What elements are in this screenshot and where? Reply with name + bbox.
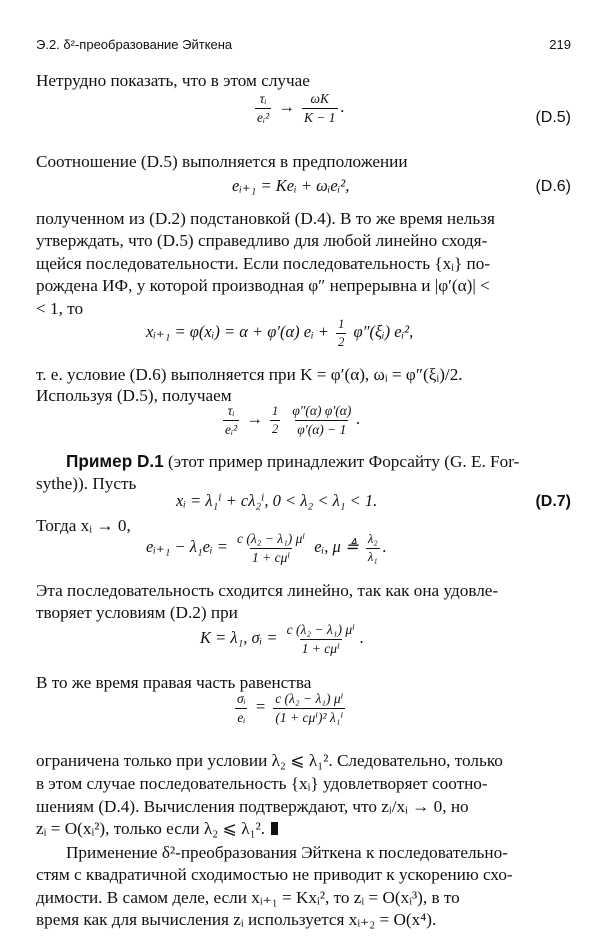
fraction: $\frac{\text{c (λ₂ − λ₁) μⁱ}}{\text{(1 + cμⁱ)² λ₁ⁱ}}$	[275, 691, 344, 725]
equation-k-sigma: K = λ₁, σᵢ = $\frac{\text{c (λ₂ − λ₁) μⁱ}}{\text{1 + cμⁱ}}$ .	[200, 622, 364, 656]
equation-d7: xᵢ = λ₁ⁱ + cλ₂ⁱ, 0 < λ₂ < λ₁ < 1.	[176, 491, 378, 510]
equation-phi-expansion: xᵢ₊₁ = φ(xᵢ) = α + φ′(α) eᵢ + $\frac{1}{2}$ φ″(ξᵢ) eᵢ²,	[146, 317, 414, 349]
text-line: Используя (D.5), получаем	[36, 386, 232, 405]
equation-error-recursion: eᵢ₊₁ − λ₁eᵢ = $\frac{\text{c (λ₂ − λ₁) μⁱ}}{\text{1 + cμⁱ}}$ eᵢ, μ ≜ $\frac{\text{λ₂}}{\text{λ₁}}$ .	[146, 531, 387, 565]
text-line: т. е. условие (D.6) выполняется при K = φ′(α), ωᵢ = φ″(ξᵢ)/2.	[36, 365, 463, 384]
running-header-section: Э.2. δ²-преобразование Эйткена	[36, 37, 233, 52]
text-line: Эта последовательность сходится линейно, так как она удовле-	[36, 581, 499, 600]
text-line: Соотношение (D.5) выполняется в предположении	[36, 152, 408, 171]
text-line: шениям (D.4). Вычисления подтверждают, что zᵢ/xᵢ → 0, но	[36, 797, 469, 816]
equation-d6: eᵢ₊₁ = Keᵢ + ωᵢeᵢ²,	[232, 176, 350, 195]
text-line: утверждать, что (D.5) справедливо для любой линейно сходя-	[36, 231, 488, 250]
text-line: стям с квадратичной сходимостью не приводит к ускорению схо-	[36, 865, 513, 884]
end-of-proof-icon	[271, 822, 278, 835]
fraction: $\frac{\text{σᵢ}}{\text{eᵢ}}$	[237, 691, 246, 725]
text-line: Тогда xᵢ → 0,	[36, 516, 131, 535]
example-label: Пример D.1	[66, 451, 164, 471]
fraction: $\frac{\text{λ₂}}{\text{λ₁}}$	[367, 532, 378, 564]
example-text: (этот пример принадлежит Форсайту (G. E. For-	[163, 452, 520, 471]
page-number: 219	[549, 37, 571, 52]
text-line: sythe)). Пусть	[36, 474, 137, 493]
text-line: < 1, то	[36, 299, 84, 318]
equation-limit: $\frac{\text{τᵢ}}{\text{eᵢ²}}$ → $\frac{1}{2}$ $\frac{\varphi''(\alpha) \varphi'(\alpha)}{\varphi'(\alpha) - 1}$ .	[225, 403, 361, 437]
fraction: $\frac{\text{c (λ₂ − λ₁) μⁱ}}{\text{1 + cμⁱ}}$	[236, 531, 306, 565]
text-line: В то же время правая часть равенства	[36, 673, 312, 692]
text-span: zᵢ = O(xᵢ²), только если λ₂ ⩽ λ₁².	[36, 819, 266, 838]
text-line: рождена ИФ, у которой производная φ″ непрерывна и |φ′(α)| <	[36, 276, 490, 295]
text-line: димости. В самом деле, если xᵢ₊₁ = Kxᵢ², то zᵢ = O(xᵢ³), в то	[36, 888, 460, 907]
fraction: $\frac{\text{τᵢ}}{\text{eᵢ²}}$	[225, 403, 238, 437]
text-line: ограничена только при условии λ₂ ⩽ λ₁². Следовательно, только	[36, 751, 503, 770]
text-line: в этом случае последовательность {xᵢ} удовлетворяет соотно-	[36, 774, 488, 793]
text-line: творяет условиям (D.2) при	[36, 603, 238, 622]
text-line: Применение δ²-преобразования Эйткена к последовательно-	[66, 843, 508, 862]
text-line	[36, 820, 278, 837]
fraction: $\frac{1}{2}$	[271, 404, 279, 436]
text-line: время как для вычисления zᵢ используется xᵢ₊₂ = O(x⁴).	[36, 910, 437, 929]
equation-label: (D.7)	[535, 493, 571, 510]
fraction: $\frac{\text{c (λ₂ − λ₁) μⁱ}}{\text{1 + cμⁱ}}$	[286, 622, 355, 656]
fraction: $\frac{1}{2}$	[338, 317, 345, 349]
text-line: Нетрудно показать, что в этом случае	[36, 71, 310, 90]
example-heading	[66, 453, 519, 470]
equation-sigma-ratio: $\frac{\text{σᵢ}}{\text{eᵢ}}$ = $\frac{\text{c (λ₂ − λ₁) μⁱ}}{\text{(1 + cμⁱ)² λ₁ⁱ}}$	[237, 691, 344, 725]
text-line: щейся последовательности. Если последовательность {xᵢ} по-	[36, 254, 491, 273]
equation-d5: $\frac{\text{τᵢ}}{\text{eᵢ²}}$ → $\frac{\omega K}{K - 1}$ .	[257, 91, 345, 125]
fraction: $\frac{\varphi''(\alpha) \varphi'(\alpha)}{\varphi'(\alpha) - 1}$	[292, 403, 352, 437]
fraction: $\frac{\omega K}{K - 1}$	[303, 91, 336, 125]
text-line: полученном из (D.2) подстановкой (D.4). В то же время нельзя	[36, 209, 495, 228]
equation-label: (D.5)	[535, 109, 571, 126]
fraction: $\frac{\text{τᵢ}}{\text{eᵢ²}}$	[257, 91, 270, 125]
equation-label: (D.6)	[535, 178, 571, 195]
